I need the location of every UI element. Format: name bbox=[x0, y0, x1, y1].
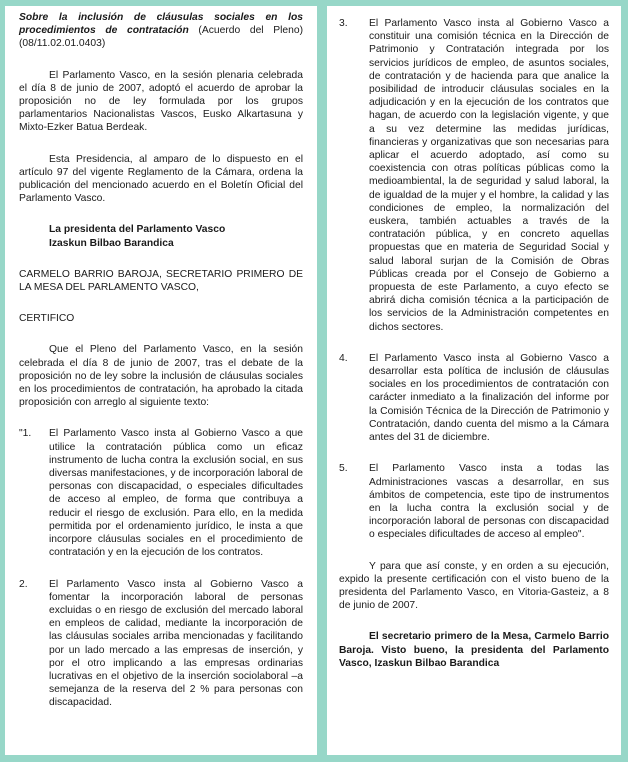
publication-paragraph: Esta Presidencia, al amparo de lo dispuesto en el artículo 97 del vigente Reglamento de la Cámara, ordena la publicación del mencionado acuerdo en el Boletín Oficial del Parlamento Vasco. bbox=[19, 153, 303, 205]
list-item bbox=[19, 578, 303, 710]
item-text: El Parlamento Vasco insta al Gobierno Vasco a fomentar la incorporación laboral de personas excluidas o en riesgo de exclusión del mercado laboral en empleos de calidad, mediante la incorporación de las cláusulas sociales arriba mencionadas y facilitando por un lado mercado a las empresas de inserción, y por el otro implicando a las empresas ordinarias lucrativas en el objetivo de la inserción sociolaboral –a semejanza de la reserva del 2 % para personas con discapacidad. bbox=[49, 578, 303, 709]
item-number: 2. bbox=[19, 578, 28, 590]
title-reference: (Acuerdo del Pleno) (08/11.02.01.0403) bbox=[19, 25, 304, 50]
secretary-heading: CARMELO BARRIO BAROJA, SECRETARIO PRIMERO DE LA MESA DEL PARLAMENTO VASCO, bbox=[19, 268, 303, 294]
item-number: "1. bbox=[19, 428, 32, 440]
closing-signature: El secretario primero de la Mesa, Carmelo Barrio Baroja. Visto bueno, la presidenta del Parlamento Vasco, Izaskun Bilbao Barandica bbox=[339, 631, 609, 669]
item-text: El Parlamento Vasco insta a todas las Administraciones vascas a desarrollar, en sus ámbitos de competencia, este tipo de instrumentos en la lucha contra la exclusión social y de incorporación laboral de personas con discapacidad o especiales dificultades de acceso al empleo". bbox=[369, 463, 609, 541]
right-column bbox=[327, 6, 621, 755]
item-number: 3. bbox=[339, 18, 348, 29]
list-item bbox=[19, 427, 303, 559]
closing-paragraph: Y para que así conste, y en orden a su ejecución, expido la presente certificación con el visto bueno de la presidenta del Parlamento Vasco, en Vitoria-Gasteiz, a 8 de junio de 2007. bbox=[339, 560, 609, 612]
certification-paragraph: Que el Pleno del Parlamento Vasco, en la sesión celebrada el día 8 de junio de 2007, tras el debate de la proposición no de ley sobre la inclusión de cláusulas sociales en los procedimientos de contratación, ha aprobado la citada proposición con arreglo al siguiente texto: bbox=[19, 344, 303, 409]
item-text: El Parlamento Vasco insta al Gobierno Vasco a desarrollar esta política de inclusión de cláusulas sociales en los procedimientos de contratación con carácter inmediato a la finalización del informe por la Comisión Técnica de la Dirección de Patrimonio y Contratación, dando cuenta del mismo a la Cámara antes del 31 de diciembre. bbox=[369, 352, 609, 444]
intro-paragraph: El Parlamento Vasco, en la sesión plenaria celebrada el día 8 de junio de 2007, adoptó el acuerdo de aprobar la proposición no de ley formulada por los grupos parlamentarios Nacionalistas Vascos, Eusko Alkartasuna y Mixto-Ezker Batua Berdeak. bbox=[19, 69, 303, 134]
title-text: Sobre la inclusión de cláusulas sociales en los procedimientos de contratación bbox=[19, 12, 303, 37]
item-number: 5. bbox=[339, 463, 348, 475]
certifico-heading: CERTIFICO bbox=[19, 313, 75, 325]
item-text: El Parlamento Vasco insta al Gobierno Vasco a que utilice la contratación pública como un eficaz instrumento de lucha contra la exclusión social, en sus diversas manifestaciones, y de incorporación laboral de personas con discapacidad, o especiales dificultades de acceso al empleo, de forma que contribuya a reducir el riesgo de exclusión. Para ello, en la medida permitida por el ordenamiento jurídico, le insta a que incorpore cláusulas sociales en el procedimiento de contratación y en la ejecución de los contratos. bbox=[49, 428, 303, 559]
left-column bbox=[5, 6, 317, 755]
item-number: 4. bbox=[339, 352, 348, 364]
list-item bbox=[339, 17, 609, 334]
list-item bbox=[339, 462, 609, 541]
president-title: La presidenta del Parlamento Vasco bbox=[49, 224, 226, 236]
list-item bbox=[339, 352, 609, 444]
president-name: Izaskun Bilbao Barandica bbox=[49, 237, 174, 249]
document-title bbox=[19, 11, 303, 51]
item-text: El Parlamento Vasco insta al Gobierno Vasco a constituir una comisión técnica en la Dirección de Patrimonio y Contratación integrada por los servicios jurídicos de empleo, de asuntos sociales, de contratación y de hacienda para que analice la posibilidad de introducir cláusulas sociales en la adjudicación y en la ejecución de los contratos que hagan, de acuerdo con la legislación vigente, y que a su vez determine las medidas jurídicas, financieras y organizativas que son necesarias para aplicar el acuerdo adoptado, así como su coexistencia con otras políticas públicas como la medioambiental, la de seguridad y salud laboral, la de igualdad de la mujer y el hombre, la calidad y las condiciones de empleo, la normalización del euskera, también actuables a través de la contratación pública, y en concreto aquellas propuestas que en materia de Seguridad Social y salud laboral surjan de la Comisión de Obras Públicas creada por el Consejo de Gobierno a propuesta de este Parlamento, a cuyo efecto se abrirá dicha comisión técnica a la participación de los servicios de la Administración competentes en dichos sectores. bbox=[369, 18, 609, 333]
